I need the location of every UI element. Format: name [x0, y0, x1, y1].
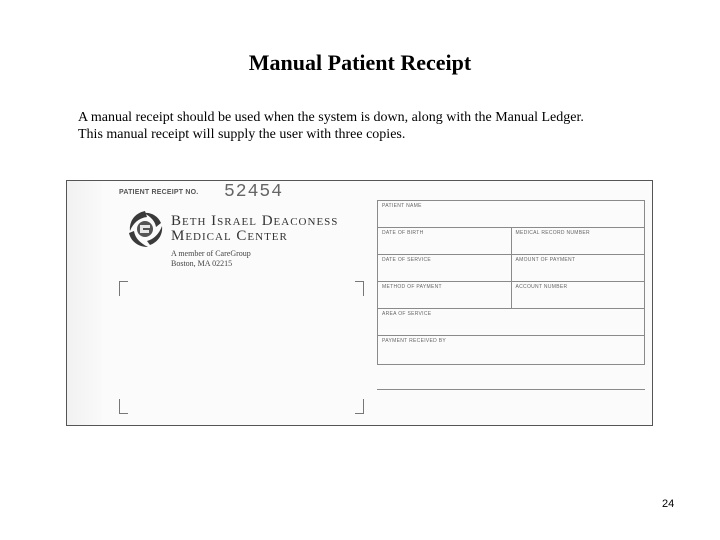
- page-number: 24: [662, 498, 675, 510]
- form-row: [377, 309, 645, 336]
- organization-name: [171, 214, 338, 244]
- receipt-number-label: PATIENT RECEIPT NO.: [119, 189, 199, 196]
- method-of-payment-field[interactable]: [377, 282, 511, 308]
- account-number-field[interactable]: [511, 282, 646, 308]
- field-label: PATIENT NAME: [382, 203, 422, 209]
- field-label: AMOUNT OF PAYMENT: [515, 257, 576, 263]
- field-label: PAYMENT RECEIVED BY: [382, 338, 447, 344]
- field-label: MEDICAL RECORD NUMBER: [515, 230, 590, 236]
- window-corner-mark: [119, 399, 128, 414]
- receipt-field-grid: [377, 200, 645, 365]
- window-corner-mark: [355, 281, 364, 296]
- org-sub-line-2: Boston, MA 02215: [171, 259, 233, 268]
- organization-address: [171, 249, 251, 269]
- intro-line-1: A manual receipt should be used when the system is down, along with the Manual Ledger.: [78, 110, 584, 125]
- scanned-receipt-form: [66, 180, 653, 426]
- patient-name-field[interactable]: [377, 201, 645, 227]
- org-sub-line-1: A member of CareGroup: [171, 249, 251, 258]
- form-rule-line: [377, 389, 645, 390]
- date-of-service-field[interactable]: [377, 255, 511, 281]
- field-label: AREA OF SERVICE: [382, 311, 432, 317]
- intro-line-2: This manual receipt will supply the user with three copies.: [78, 127, 406, 142]
- org-name-line-2: Medical Center: [171, 228, 288, 244]
- page-title: Manual Patient Receipt: [248, 50, 472, 75]
- field-label: DATE OF BIRTH: [382, 230, 424, 236]
- form-row: [377, 282, 645, 309]
- bidmc-logo-icon: [125, 209, 165, 249]
- amount-of-payment-field[interactable]: [511, 255, 646, 281]
- intro-text: [78, 109, 678, 143]
- form-row: [377, 200, 645, 228]
- window-corner-mark: [355, 399, 364, 414]
- payment-received-by-field[interactable]: [377, 336, 645, 364]
- form-row: [377, 255, 645, 282]
- receipt-number: 52454: [224, 182, 284, 202]
- medical-record-number-field[interactable]: [511, 228, 646, 254]
- field-label: DATE OF SERVICE: [382, 257, 432, 263]
- date-of-birth-field[interactable]: [377, 228, 511, 254]
- scan-shadow: [67, 181, 103, 425]
- org-name-line-1: Beth Israel Deaconess: [171, 213, 339, 229]
- form-row: [377, 228, 645, 255]
- field-label: ACCOUNT NUMBER: [515, 284, 568, 290]
- field-label: METHOD OF PAYMENT: [382, 284, 442, 290]
- window-corner-mark: [119, 281, 128, 296]
- area-of-service-field[interactable]: [377, 309, 645, 335]
- form-row: [377, 336, 645, 365]
